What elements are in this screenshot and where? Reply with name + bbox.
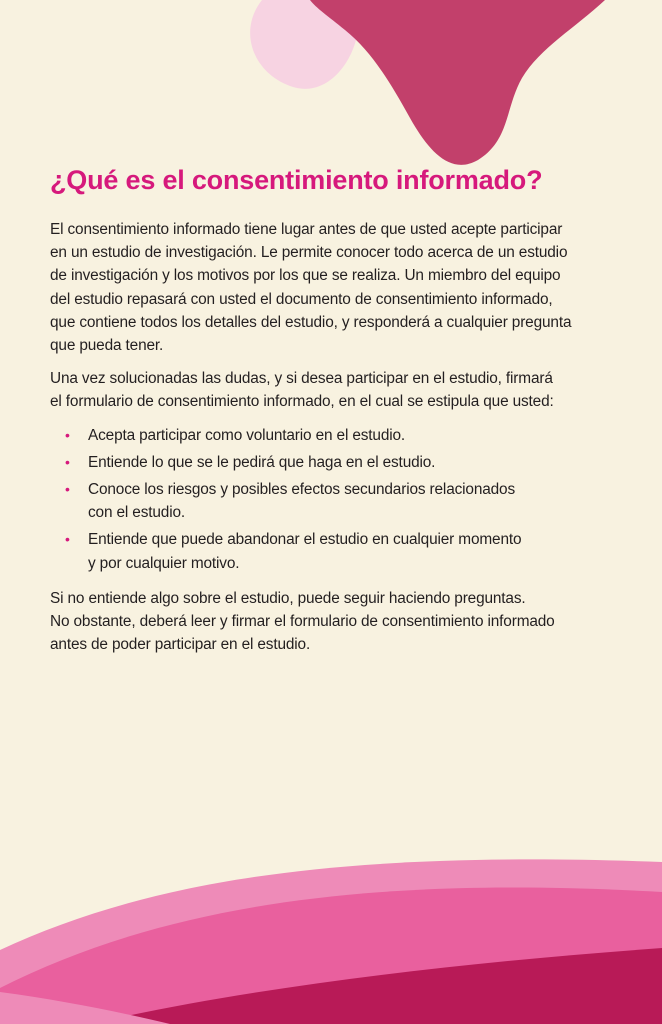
text-line: el formulario de consentimiento informado, en el cual se estipula que usted: [50,393,554,411]
text-line: en un estudio de investigación. Le permite conocer todo acerca de un estudio [50,244,568,262]
text-line: No obstante, deberá leer y firmar el formulario de consentimiento informado [50,613,555,631]
closing-paragraph [50,587,610,657]
list-item-text: Entiende que puede abandonar el estudio en cualquier momento [88,531,522,549]
list-item-text: y por cualquier motivo. [88,554,240,572]
text-line: El consentimiento informado tiene lugar antes de que usted acepte participar [50,221,563,238]
rose-star-shape [310,0,605,165]
bullet-icon: • [65,426,70,443]
wave-mid [0,888,662,1024]
list-item-text: Acepta participar como voluntario en el estudio. [88,426,406,444]
text-line: que contiene todos los detalles del estudio, y responderá a cualquier pregunta [50,313,572,331]
list-item [50,528,610,574]
wave-dark [90,948,662,1024]
signing-paragraph [50,367,610,413]
list-item-text: Conoce los riesgos y posibles efectos secundarios relacionados [88,481,516,499]
text-line: del estudio repasará con usted el documento de consentimiento informado, [50,290,553,308]
intro-paragraph [50,218,610,357]
bullet-icon: • [65,481,70,498]
page-title: ¿Qué es el consentimiento informado? [50,165,543,195]
text-line: Si no entiende algo sobre el estudio, puede seguir haciendo preguntas. [50,589,526,607]
list-item [50,478,610,524]
wave-corner-light [0,992,170,1024]
text-line: Una vez solucionadas las dudas, y si desea participar en el estudio, firmará [50,370,553,388]
list-item [50,451,610,474]
bullet-icon: • [65,453,70,470]
text-line: de investigación y los motivos por los que se realiza. Un miembro del equipo [50,267,561,285]
wave-light [0,859,662,1024]
text-line: antes de poder participar en el estudio. [50,636,311,654]
consent-list [50,424,610,575]
light-pink-blob [250,0,360,89]
main-content [50,162,610,666]
list-item-text: con el estudio. [88,504,186,522]
list-item [50,424,610,447]
list-item-text: Entiende lo que se le pedirá que haga en el estudio. [88,453,436,471]
bullet-icon: • [65,531,70,548]
text-line: que pueda tener. [50,337,164,355]
